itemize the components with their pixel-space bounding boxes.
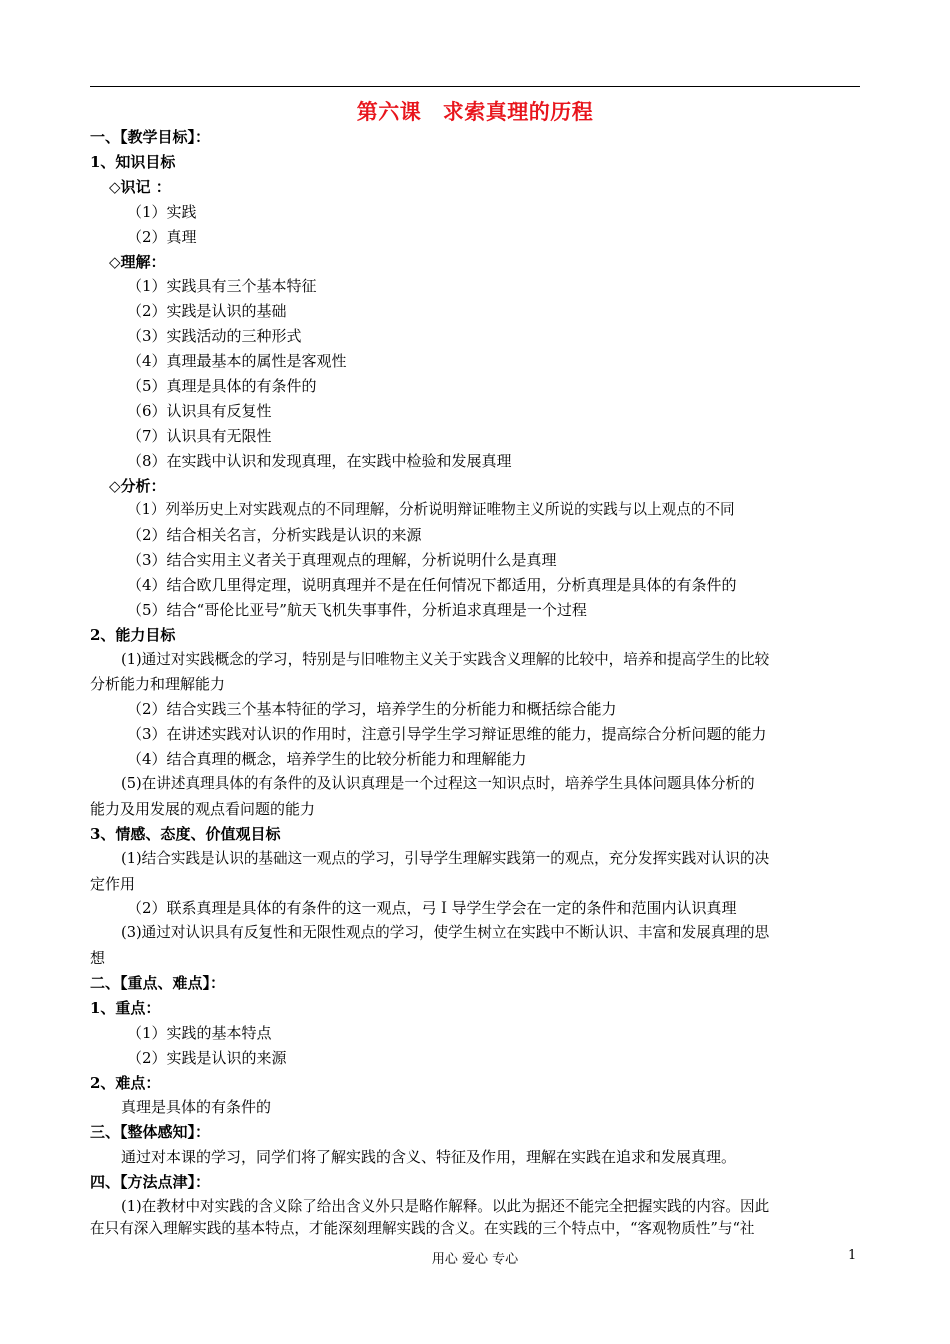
subsection-heading: 2、能力目标 [90,626,176,644]
list-item: （2）实践是认识的来源 [127,1049,287,1067]
list-item: （2）结合相关名言，分析实践是认识的来源 [127,526,422,544]
list-item: （6）认识具有反复性 [127,402,272,420]
list-item: （5）真理是具体的有条件的 [127,377,317,395]
subheading: ◇识记 ： [109,178,171,196]
list-item: （1）列举历史上对实践观点的不同理解，分析说明辩证唯物主义所说的实践与以上观点的不同 [127,501,735,518]
paragraph-line: (1)通过对实践概念的学习，特别是与旧唯物主义关于实践含义理解的比较中，培养和提高学生的比较 [121,651,770,668]
paragraph-line: 定作用 [90,875,136,893]
paragraph-line: 想 [90,949,106,967]
footer-text: 用心 爱心 专心 [431,1252,519,1267]
paragraph-line: (1)结合实践是认识的基础这一观点的学习，引导学生理解实践第一的观点，充分发挥实践对认识的决 [121,850,770,867]
list-item: （3）结合实用主义者关于真理观点的理解，分析说明什么是真理 [127,551,557,569]
section-heading: 二、【重点、难点】： [90,974,226,992]
subsection-heading: 2、难点： [90,1074,161,1092]
paragraph-line: 通过对本课的学习，同学们将了解实践的含义、特征及作用，理解在实践在追求和发展真理。 [121,1148,737,1166]
section-heading: 三、【整体感知】： [90,1123,211,1141]
page-title: 第六课 求索真理的历程 [356,99,594,124]
subheading: ◇理解： [109,253,166,271]
paragraph-line: 分析能力和理解能力 [90,675,226,693]
list-item: （1）实践具有三个基本特征 [127,277,317,295]
list-item: （2）实践是认识的基础 [127,302,287,320]
paragraph-line: 在只有深入理解实践的基本特点，才能深刻理解实践的含义。在实践的三个特点中，“客观物质性”与“社 [90,1220,755,1237]
list-item: （2）结合实践三个基本特征的学习，培养学生的分析能力和概括综合能力 [127,700,617,718]
section-heading: 四、【方法点津】： [90,1173,211,1191]
list-item: （8）在实践中认识和发现真理，在实践中检验和发展真理 [127,452,512,470]
paragraph-line: 能力及用发展的观点看问题的能力 [90,800,316,818]
list-item: （3）实践活动的三种形式 [127,327,302,345]
subsection-heading: 1、知识目标 [90,153,176,171]
paragraph-line: (1)在教材中对实践的含义除了给出含义外只是略作解释。以此为据还不能完全把握实践的内容。因此 [121,1198,770,1215]
subheading: ◇分析： [109,477,166,495]
list-item: （1）实践 [127,203,197,221]
list-item: （4）结合欧几里得定理，说明真理并不是在任何情况下都适用，分析真理是具体的有条件的 [127,576,737,594]
list-item: （4）结合真理的概念，培养学生的比较分析能力和理解能力 [127,750,527,768]
subsection-heading: 1、重点： [90,999,161,1017]
list-item: （2）真理 [127,228,197,246]
list-item: （5）结合“哥伦比亚号”航天飞机失事事件，分析追求真理是一个过程 [127,601,587,619]
list-item: （7）认识具有无限性 [127,427,272,445]
section-heading: 一、【教学目标】： [90,128,211,146]
list-item: （2）联系真理是具体的有条件的这一观点，弓Ｉ导学生学会在一定的条件和范围内认识真理 [127,899,737,917]
list-item: （4）真理最基本的属性是客观性 [127,352,347,370]
list-item: （1）实践的基本特点 [127,1024,272,1042]
subsection-heading: 3、情感、态度、价值观目标 [90,825,281,843]
header-rule [90,86,860,87]
page-number: 1 [848,1248,857,1263]
paragraph-line: (5)在讲述真理具体的有条件的及认识真理是一个过程这一知识点时，培养学生具体问题具体分析的 [121,775,755,792]
paragraph-line: (3)通过对认识具有反复性和无限性观点的学习，使学生树立在实践中不断认识、丰富和发展真理的思 [121,924,770,941]
list-item: （3）在讲述实践对认识的作用时，注意引导学生学习辩证思维的能力，提高综合分析问题的能力 [127,725,767,743]
paragraph-line: 真理是具体的有条件的 [121,1098,272,1116]
